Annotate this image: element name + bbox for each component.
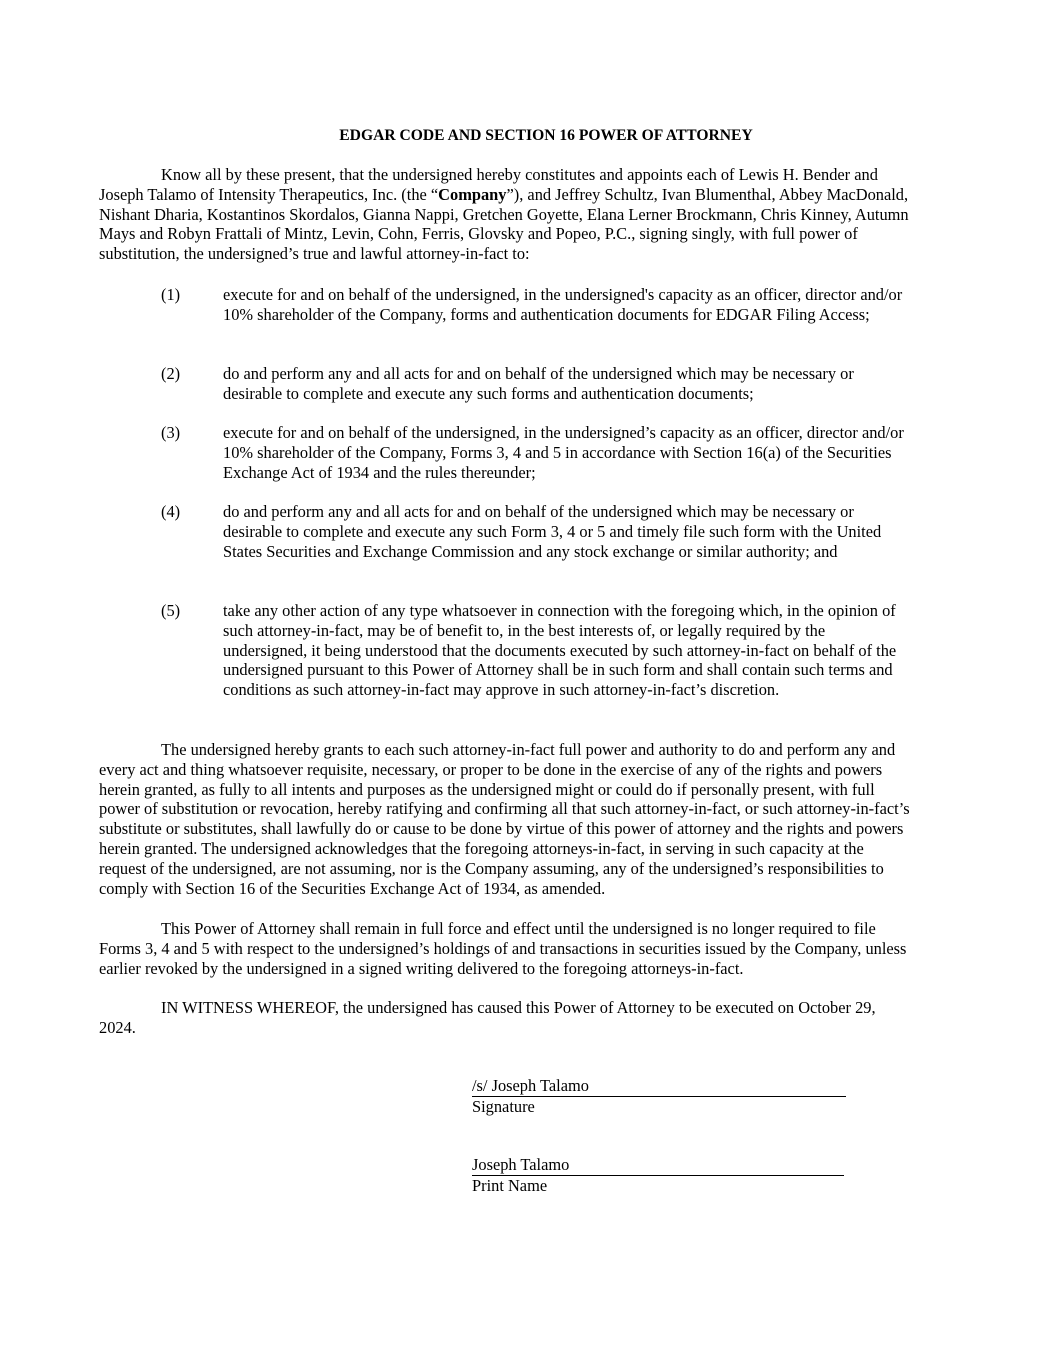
witness-text: IN WITNESS WHEREOF, the undersigned has caused this Power of Attorney to be executed on October 29, 2024. [99, 998, 876, 1037]
item-number: (5) [161, 601, 181, 620]
company-defined-term: Company [438, 184, 507, 204]
item-text: take any other action of any type whatsoever in connection with the foregoing which, in the opinion of such attorney-in-fact, may be of benefit to, in the best interests of, or legally required by the undersigned, it being understood that the documents executed by such attorney-in-fact on behalf of the undersigned pursuant to this Power of Attorney shall be in such form and shall contain such terms and conditions as such attorney-in-fact may approve in such attorney-in-fact’s discretion. [223, 601, 897, 700]
item-number: (1) [161, 285, 181, 304]
item-number: (2) [161, 364, 181, 383]
grant-text: The undersigned hereby grants to each such attorney-in-fact full power and authority to do and perform any and every act and thing whatsoever requisite, necessary, or proper to be done in the exercise of any of the rights and powers herein granted, as fully to all intents and purposes as the undersigned might or could do if personally present, with full power of substitution or revocation, hereby ratifying and confirming all that such attorney-in-fact, or such attorney-in-fact’s substitute or substitutes, shall lawfully do or cause to be done by virtue of this power of attorney and the rights and powers herein granted. The undersigned acknowledges that the foregoing attorneys-in-fact, in serving in such capacity at the request of the undersigned, are not assuming, nor is the Company assuming, any of the undersigned’s responsibilities to comply with Section 16 of the Securities Exchange Act of 1934, as amended. [99, 740, 910, 898]
signature-block [472, 1077, 846, 1117]
item-text: do and perform any and all acts for and on behalf of the undersigned which may be necessary or desirable to complete and execute any such Form 3, 4 or 5 and timely file such form with the United States Securities and Exchange Commission and any stock exchange or similar authority; and [223, 502, 882, 561]
intro-text-part1: Know all by these present, that the undersigned hereby constitutes and appoints each of Lewis H. Bender and Joseph Talamo of Intensity Therapeutics, Inc. (the “ [99, 165, 878, 204]
intro-paragraph [99, 165, 911, 264]
signature-value: /s/ Joseph Talamo [472, 1077, 846, 1097]
print-name-value: Joseph Talamo [472, 1156, 844, 1176]
print-name-label: Print Name [472, 1176, 548, 1195]
document-title: EDGAR CODE AND SECTION 16 POWER OF ATTORNEY [339, 127, 753, 144]
item-text: do and perform any and all acts for and on behalf of the undersigned which may be necessary or desirable to complete and execute any such forms and authentication documents; [223, 364, 854, 403]
item-number: (4) [161, 502, 181, 521]
item-text: execute for and on behalf of the undersigned, in the undersigned’s capacity as an officer, director and/or 10% shareholder of the Company, Forms 3, 4 and 5 in accordance with Section 16(a) of the Securities Exchange Act of 1934 and the rules thereunder; [223, 423, 904, 482]
duration-text: This Power of Attorney shall remain in full force and effect until the undersigned is no longer required to file Forms 3, 4 and 5 with respect to the undersigned’s holdings of and transactions in securities issued by the Company, unless earlier revoked by the undersigned in a signed writing delivered to the foregoing attorneys-in-fact. [99, 919, 907, 978]
print-name-block [472, 1156, 844, 1196]
item-text: execute for and on behalf of the undersigned, in the undersigned's capacity as an officer, director and/or 10% shareholder of the Company, forms and authentication documents for EDGAR Filing Access; [223, 285, 903, 324]
item-number: (3) [161, 423, 181, 442]
grant-paragraph [99, 740, 911, 898]
signature-label: Signature [472, 1097, 535, 1116]
intro-text-part2: ”), and Jeffrey Schultz, Ivan Blumenthal, Abbey MacDonald, Nishant Dharia, Kostantinos Skordalos, Gianna Nappi, Gretchen Goyette, Elana Lerner Brockmann, Chris Kinney, Autumn Mays and Robyn Frattali of Mintz, Levin, Cohn, Ferris, Glovsky and Popeo, P.C., signing singly, with full power of substitution, the undersigned’s true and lawful attorney-in-fact to: [99, 184, 909, 264]
witness-paragraph [99, 998, 911, 1038]
duration-paragraph [99, 919, 911, 978]
